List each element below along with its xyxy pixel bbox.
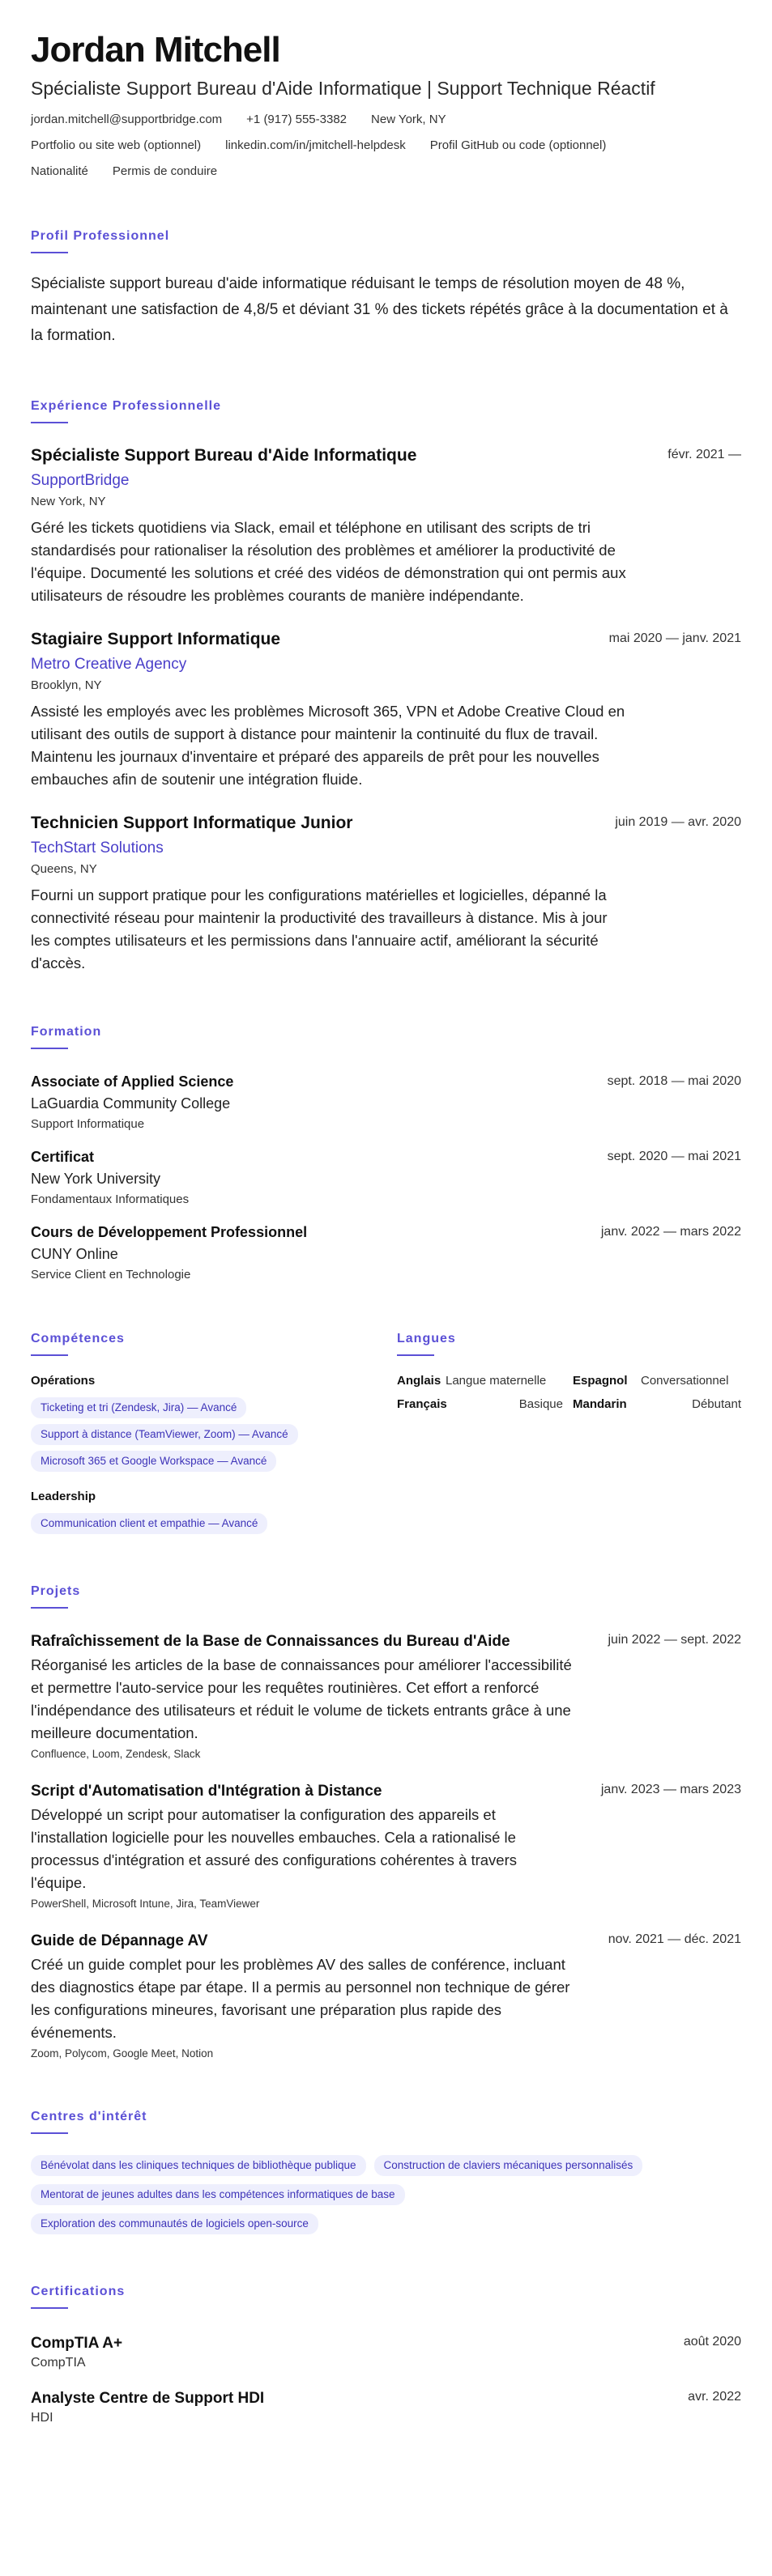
project-dates: nov. 2021 — déc. 2021 (608, 1932, 741, 1947)
education-entry (31, 1149, 741, 1206)
education-entry (31, 1224, 741, 1282)
language-level: Conversationnel (641, 1374, 729, 1388)
profile-section (31, 229, 741, 349)
certification-entry (31, 2335, 741, 2370)
experience-entry (31, 630, 741, 791)
interest-chip: Exploration des communautés de logiciels open-source (31, 2213, 318, 2234)
contact-license: Permis de conduire (112, 164, 218, 179)
skill-chip-list (31, 1392, 397, 1472)
interests-section (31, 2110, 741, 2234)
skill-chip-list (31, 1507, 397, 1534)
project-name: Guide de Dépannage AV (31, 1932, 208, 1950)
experience-entry (31, 814, 741, 975)
project-description: Réorganisé les articles de la base de connaissances pour améliorer l'accessibilité et permettre l'auto-service pour les requêtes routinières. Cet effort a renforcé l'indépendance des utilisateurs et réduit le volume de tickets entrants grâce à une meilleure documentation. (31, 1656, 572, 1742)
projects-section (31, 1584, 741, 2060)
section-title: Profil Professionnel (31, 229, 170, 244)
skill-chip: Microsoft 365 et Google Workspace — Avancé (31, 1451, 276, 1472)
certification-name: CompTIA A+ (31, 2335, 123, 2353)
skills-languages-row (31, 1332, 741, 1534)
project-name: Rafraîchissement de la Base de Connaissances du Bureau d'Aide (31, 1633, 510, 1651)
section-title: Compétences (31, 1332, 125, 1346)
project-description: Créé un guide complet pour les problèmes AV des salles de conférence, incluant des diagnostics étape par étape. Il a permis au personnel non technique de gérer les configurations mineures, favorisant une préparation plus rapide des événements. (31, 1956, 570, 2042)
contact-email[interactable]: jordan.mitchell@supportbridge.com (31, 113, 223, 127)
job-dates: févr. 2021 — (668, 448, 741, 462)
project-dates: juin 2022 — sept. 2022 (608, 1633, 741, 1647)
contact-github[interactable]: Profil GitHub ou code (optionnel) (429, 138, 607, 153)
language-name: Espagnol (573, 1374, 628, 1388)
job-title: Stagiaire Support Informatique (31, 630, 281, 649)
language-list (397, 1374, 741, 1411)
school-name: CUNY Online (31, 1246, 118, 1263)
headline: Spécialiste Support Bureau d'Aide Informatique | Support Technique Réactif (31, 78, 655, 100)
section-divider (31, 2132, 68, 2134)
section-title: Langues (397, 1332, 456, 1346)
section-title: Projets (31, 1584, 81, 1599)
field-of-study: Service Client en Technologie (31, 1268, 191, 1282)
interest-chip: Mentorat de jeunes adultes dans les compétences informatiques de base (31, 2184, 405, 2205)
contact-portfolio[interactable]: Portfolio ou site web (optionnel) (31, 138, 202, 153)
section-title: Certifications (31, 2285, 126, 2299)
certifications-section (31, 2285, 741, 2425)
contact-row-extra (31, 164, 741, 179)
skill-chip: Communication client et empathie — Avancé (31, 1513, 267, 1534)
project-entry (31, 1633, 741, 1760)
project-name: Script d'Automatisation d'Intégration à Distance (31, 1783, 382, 1800)
interest-chip: Construction de claviers mécaniques personnalisés (374, 2155, 643, 2176)
contact-nationality: Nationalité (31, 164, 88, 179)
section-divider (31, 422, 68, 423)
certification-issuer: CompTIA (31, 2356, 86, 2370)
experience-section (31, 399, 741, 975)
section-divider (31, 2307, 68, 2309)
job-description: Géré les tickets quotidiens via Slack, email et téléphone en utilisant des scripts de tri standardisés pour rationaliser la résolution des problèmes et améliorer la productivité de l'équipe. Documenté les solutions et créé des vidéos de démonstration qui ont permis aux utilisateurs de résoudre les problèmes courants de manière indépendante. (31, 519, 626, 605)
interest-chip-list (31, 2147, 741, 2234)
project-tech: Zoom, Polycom, Google Meet, Notion (31, 2047, 214, 2060)
language-name: Anglais (397, 1374, 441, 1388)
section-divider (31, 1354, 68, 1356)
school-name: New York University (31, 1171, 161, 1188)
language-level: Langue maternelle (446, 1374, 547, 1388)
certification-issuer: HDI (31, 2411, 53, 2425)
job-title: Spécialiste Support Bureau d'Aide Informatique (31, 446, 417, 465)
certification-name: Analyste Centre de Support HDI (31, 2390, 265, 2408)
section-divider (31, 1607, 68, 1609)
certification-entry (31, 2390, 741, 2425)
job-location: New York, NY (31, 495, 106, 509)
language-level: Débutant (692, 1397, 741, 1412)
job-description: Fourni un support pratique pour les configurations matérielles et logicielles, dépanné la connectivité réseau pour maintenir la productivité des travailleurs à distance. Mis à jour les comptes utilisateurs et les permissions dans l'annuaire actif, améliorant la sécurité d'accès. (31, 886, 608, 972)
project-dates: janv. 2023 — mars 2023 (600, 1783, 741, 1797)
skill-group-title: Leadership (31, 1490, 96, 1504)
languages-section (397, 1332, 741, 1534)
education-dates: janv. 2022 — mars 2022 (600, 1225, 741, 1239)
profile-summary: Spécialiste support bureau d'aide informatique réduisant le temps de résolution moyen de 48 %, maintenant une satisfaction de 4,8/5 et déviant 31 % des tickets répétés grâce à la documentation et à la formation. (31, 275, 728, 345)
company-name: Metro Creative Agency (31, 656, 187, 674)
school-name: LaGuardia Community College (31, 1095, 231, 1112)
project-tech: Confluence, Loom, Zendesk, Slack (31, 1748, 201, 1761)
project-entry (31, 1932, 741, 2060)
company-name: TechStart Solutions (31, 840, 164, 857)
contact-location: New York, NY (371, 113, 446, 127)
degree: Cours de Développement Professionnel (31, 1224, 308, 1241)
project-tech: PowerShell, Microsoft Intune, Jira, TeamViewer (31, 1898, 260, 1911)
project-description: Développé un script pour automatiser la configuration des appareils et l'installation logicielle pour les nouvelles embauches. Cela a rationalisé le processus d'intégration et assuré des configurations cohérentes à travers l'équipe. (31, 1806, 517, 1892)
language-name: Mandarin (573, 1397, 627, 1412)
section-title: Formation (31, 1025, 102, 1039)
certification-date: avr. 2022 (688, 2390, 741, 2404)
job-location: Queens, NY (31, 862, 97, 877)
job-dates: juin 2019 — avr. 2020 (615, 815, 741, 830)
degree: Certificat (31, 1149, 95, 1166)
education-section (31, 1025, 741, 1282)
field-of-study: Support Informatique (31, 1117, 145, 1132)
candidate-name: Jordan Mitchell (31, 30, 280, 70)
education-dates: sept. 2020 — mai 2021 (607, 1150, 741, 1164)
interest-chip: Bénévolat dans les cliniques techniques de bibliothèque publique (31, 2155, 366, 2176)
contact-phone[interactable]: +1 (917) 555-3382 (246, 113, 348, 127)
resume-header (31, 31, 741, 179)
language-name: Français (397, 1397, 447, 1412)
education-entry (31, 1073, 741, 1131)
skill-chip: Support à distance (TeamViewer, Zoom) — Avancé (31, 1424, 298, 1445)
degree: Associate of Applied Science (31, 1073, 234, 1090)
job-location: Brooklyn, NY (31, 678, 102, 693)
company-name: SupportBridge (31, 472, 130, 490)
contact-row-links (31, 138, 741, 153)
skill-group-title: Opérations (31, 1374, 96, 1388)
job-description: Assisté les employés avec les problèmes Microsoft 365, VPN et Adobe Creative Cloud en utilisant des outils de support à distance pour maintenir la continuité du flux de travail. Maintenu les journaux d'inventaire et préparé des appareils de prêt pour les nouvelles embauches afin de soutenir une intégration fluide. (31, 703, 625, 789)
job-dates: mai 2020 — janv. 2021 (608, 631, 741, 646)
job-title: Technicien Support Informatique Junior (31, 814, 353, 833)
section-divider (397, 1354, 434, 1356)
section-divider (31, 1048, 68, 1049)
education-dates: sept. 2018 — mai 2020 (607, 1074, 741, 1089)
skill-chip: Ticketing et tri (Zendesk, Jira) — Avancé (31, 1397, 246, 1418)
skills-section (31, 1332, 397, 1534)
field-of-study: Fondamentaux Informatiques (31, 1192, 190, 1207)
certification-date: août 2020 (683, 2335, 741, 2349)
language-level: Basique (518, 1397, 563, 1412)
project-entry (31, 1783, 741, 1910)
section-title: Centres d'intérêt (31, 2110, 147, 2124)
contact-row-primary (31, 113, 741, 127)
section-divider (31, 252, 68, 253)
experience-entry (31, 446, 741, 607)
contact-linkedin[interactable]: linkedin.com/in/jmitchell-helpdesk (225, 138, 406, 153)
section-title: Expérience Professionnelle (31, 399, 221, 414)
